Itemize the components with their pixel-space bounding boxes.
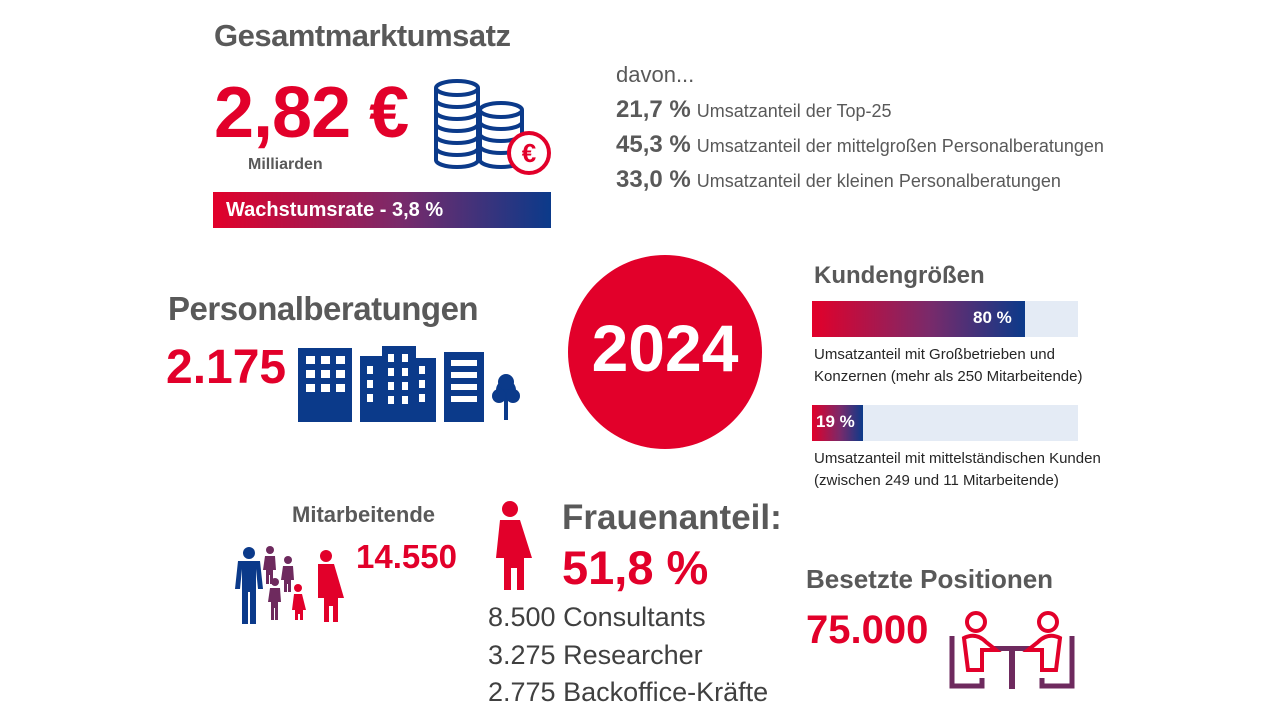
share-row-top25 [616, 96, 891, 124]
client-size-title: Kundengrößen [814, 262, 985, 289]
revenue-unit: Milliarden [248, 156, 323, 173]
growth-rate-label: Wachstumsrate - 3,8 % [226, 199, 444, 221]
share-row-medium [616, 131, 1104, 159]
staff-backoffice: 2.775 Backoffice-Kräfte [488, 677, 769, 707]
client-size-desc-large [814, 344, 1082, 388]
women-share-value: 51,8 % [562, 541, 709, 594]
consultancies-value: 2.175 [166, 341, 287, 394]
share-desc: Umsatzanteil der mittelgroßen Personalberatungen [696, 136, 1104, 156]
buildings-icon [298, 346, 523, 422]
coins-euro-icon [430, 78, 555, 178]
consultancies-title: Personalberatungen [168, 290, 479, 327]
employees-title: Mitarbeitende [292, 502, 436, 527]
share-desc: Umsatzanteil der Top-25 [696, 101, 892, 121]
client-size-pct: 19 % [816, 412, 855, 431]
share-pct: 21,7 % [616, 96, 691, 123]
staff-researcher: 3.275 Researcher [488, 640, 703, 670]
positions-value: 75.000 [806, 608, 929, 652]
year-label: 2024 [591, 311, 739, 385]
woman-icon [486, 500, 534, 590]
share-intro: davon... [616, 62, 695, 87]
people-group-icon [232, 546, 347, 624]
share-desc: Umsatzanteil der kleinen Personalberatungen [696, 171, 1061, 191]
employees-value: 14.550 [356, 538, 457, 575]
client-size-desc-line: Umsatzanteil mit Großbetrieben und [814, 346, 1055, 363]
women-share-title: Frauenanteil: [562, 498, 782, 537]
positions-title: Besetzte Positionen [806, 564, 1054, 594]
svg-text:€: € [521, 138, 537, 168]
client-size-desc-line: (zwischen 249 und 11 Mitarbeitende) [814, 472, 1059, 489]
share-pct: 33,0 % [616, 166, 691, 193]
client-size-desc-line: Konzernen (mehr als 250 Mitarbeitende) [814, 368, 1083, 385]
revenue-value: 2,82 € [214, 73, 409, 153]
share-pct: 45,3 % [616, 131, 691, 158]
revenue-title: Gesamtmarktumsatz [214, 18, 511, 53]
staff-consultants: 8.500 Consultants [488, 602, 706, 632]
share-row-small [616, 166, 1061, 194]
meeting-icon [946, 610, 1078, 692]
client-size-pct: 80 % [973, 308, 1012, 327]
client-size-bar-track [812, 301, 1078, 337]
client-size-desc-line: Umsatzanteil mit mittelständischen Kunden [814, 450, 1101, 467]
client-size-bar-track [812, 405, 1078, 441]
client-size-desc-medium [814, 448, 1101, 492]
